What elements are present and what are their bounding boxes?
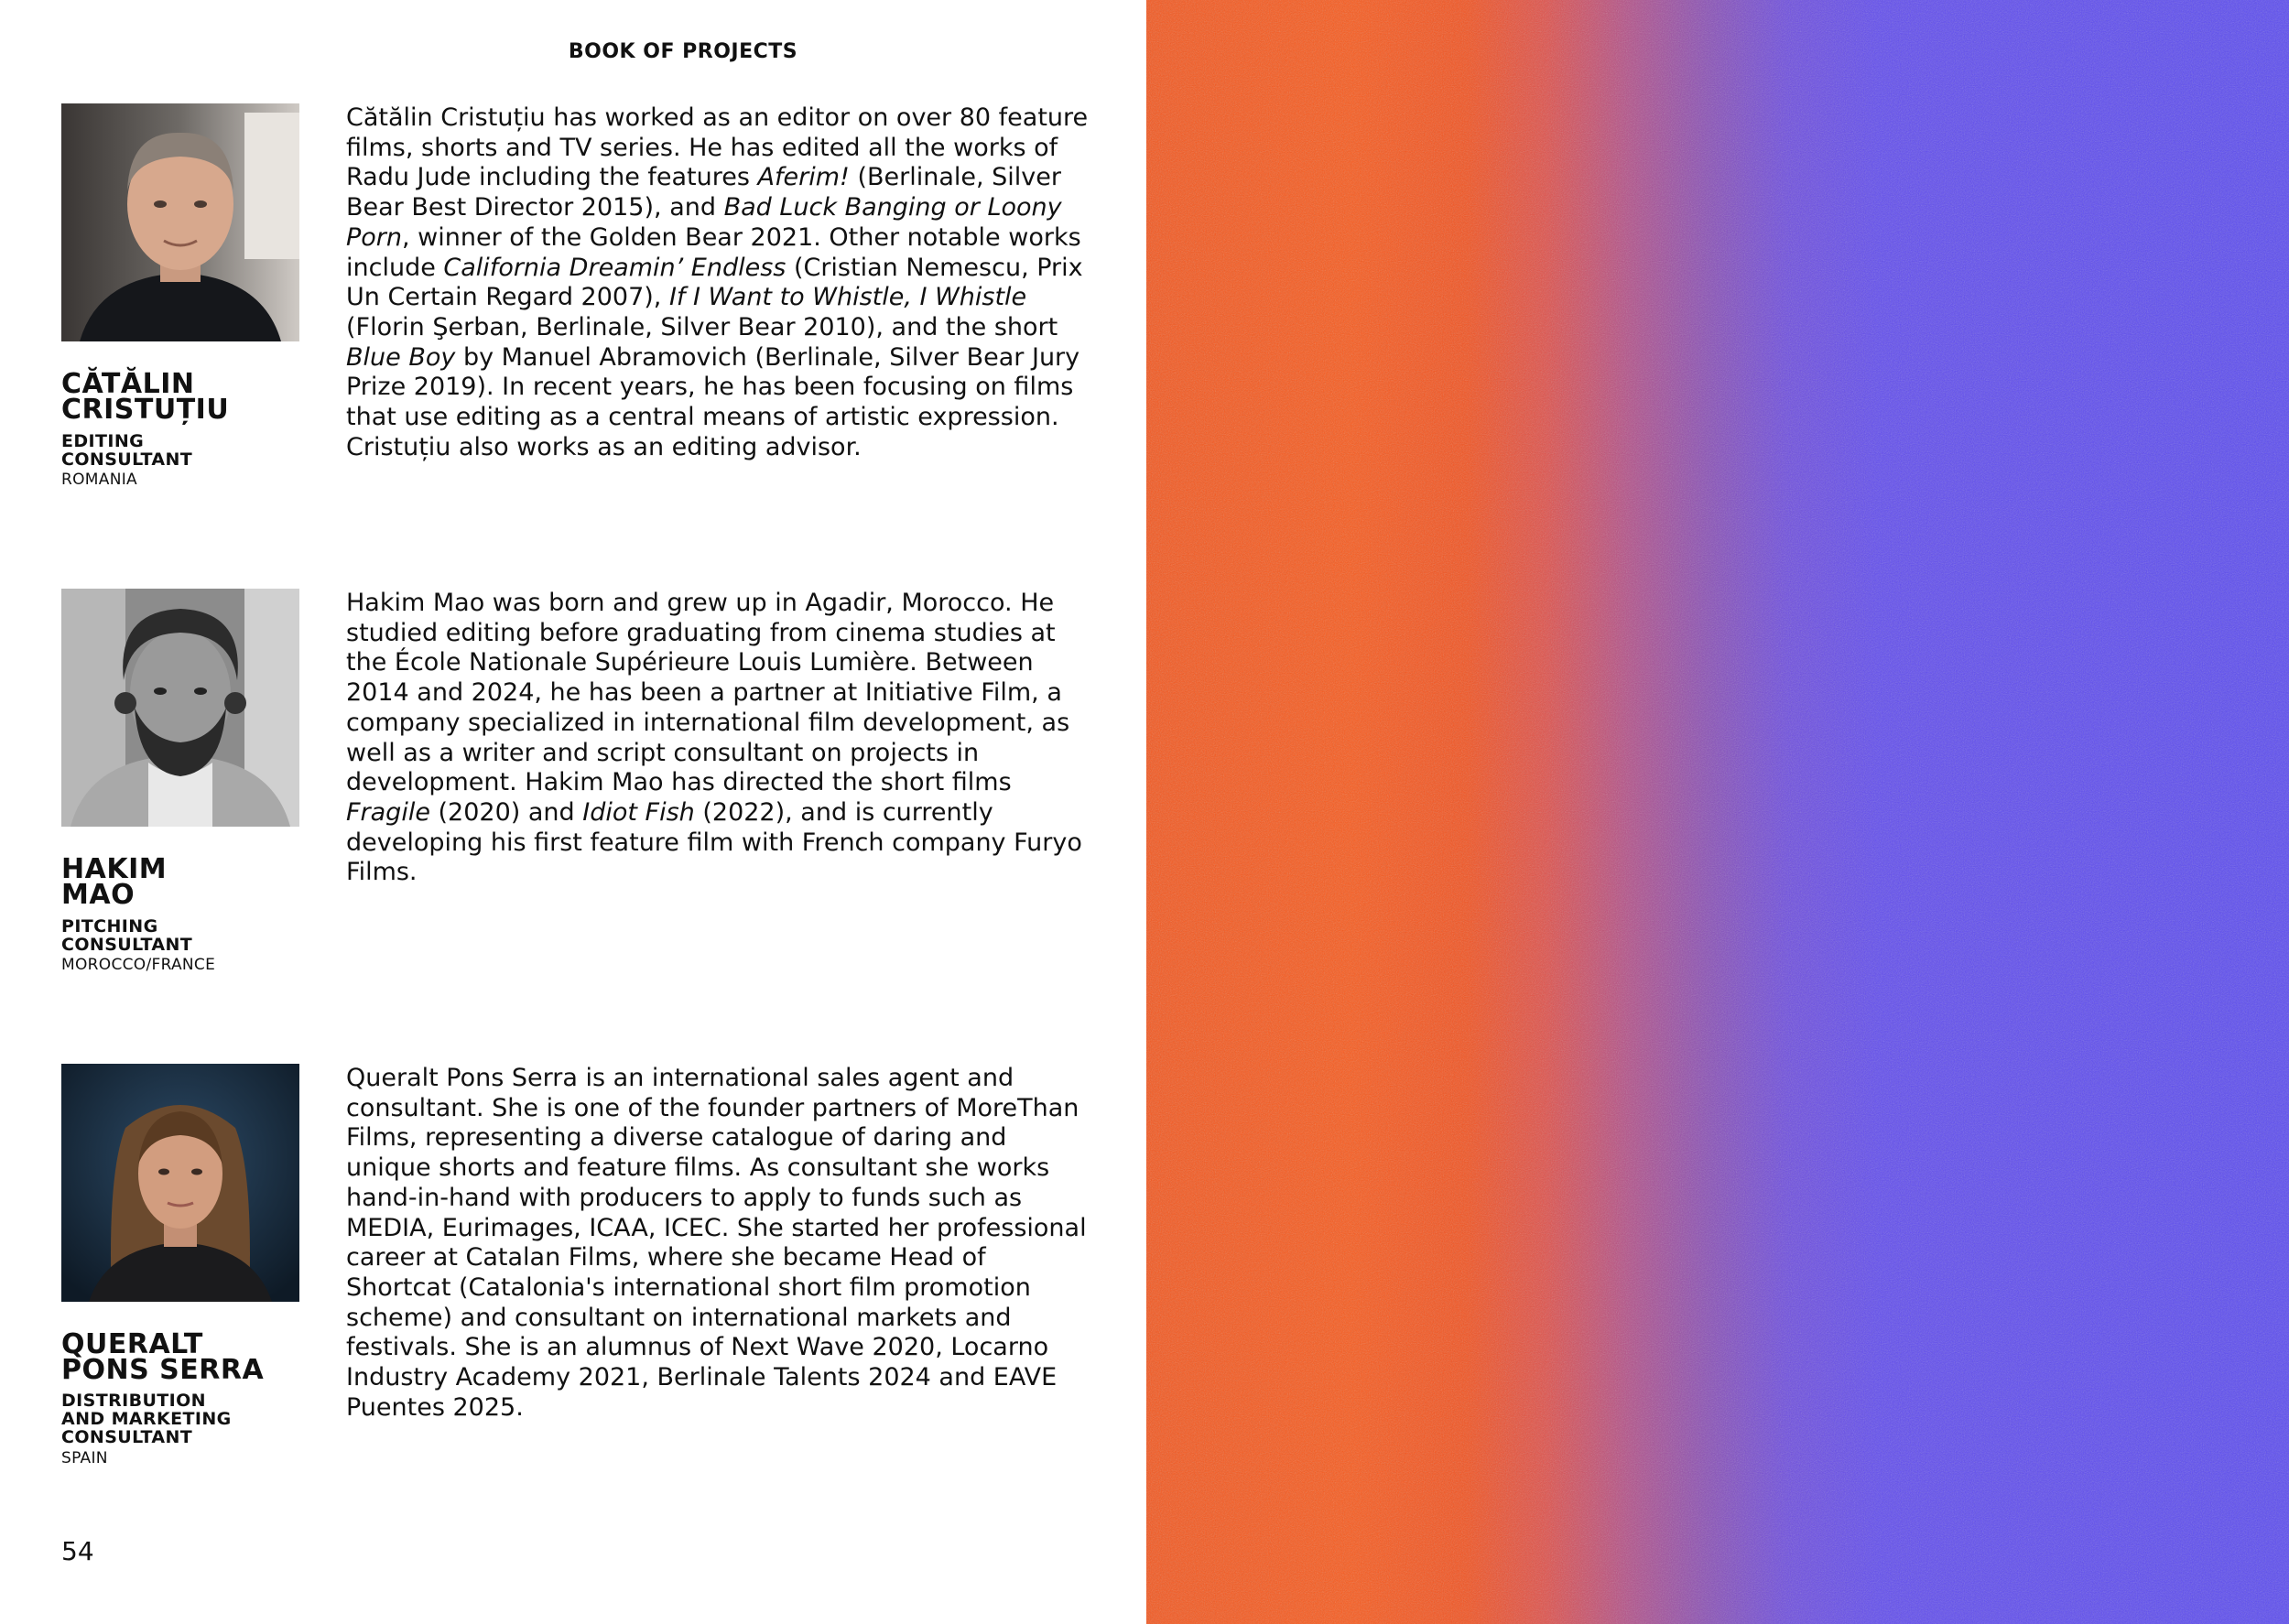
- profile-catalin-cristutiu: [61, 103, 1087, 497]
- person-role: DISTRIBUTION AND MARKETING CONSULTANT: [61, 1391, 232, 1447]
- bio-paragraph: Cătălin Cristuțiu has worked as an editor on over 80 feature films, shorts and TV series. He has edited all the works of Radu Jude including the features Aferim! (Berlinale, Silver Bear Best Director 2015), and Bad Luck Banging or Loony Porn, winner of the Golden Bear 2021. Other notable works include California Dreamin’ Endless (Cristian Nemescu, Prix Un Certain Regard 2007), If I Want to Whistle, I Whistle (Florin Şerban, Berlinale, Silver Bear 2010), and the short Blue Boy by Manuel Abramovich (Berlinale, Silver Bear Jury Prize 2019). In recent years, he has been focusing on films that use editing as a central means of artistic expression. Cristuțiu also works as an editing advisor.: [346, 103, 1089, 461]
- work-title: Idiot Fish: [582, 797, 695, 827]
- bio-paragraph: Hakim Mao was born and grew up in Agadir, Morocco. He studied editing before graduating from cinema studies at the École Nationale Supérieure Louis Lumière. Between 2014 and 2024, he has been a partner at Initiative Film, a company specialized in international film development, as well as a writer and script consultant on projects in development. Hakim Mao has directed the short films Fragile (2020) and Idiot Fish (2022), and is currently developing his first feature film with French company Furyo Films.: [346, 589, 1082, 887]
- person-role: PITCHING CONSULTANT: [61, 916, 193, 955]
- portrait-photo-queralt: [61, 1064, 299, 1302]
- person-bio: [346, 589, 1097, 888]
- portrait-photo-hakim: [61, 589, 299, 827]
- person-name: QUERALT PONS SERRA: [61, 1328, 265, 1386]
- work-title: Bad Luck Banging or Loony Porn: [346, 193, 1062, 252]
- work-title: Fragile: [346, 797, 430, 827]
- page-number: 54: [61, 1536, 94, 1566]
- page-header: BOOK OF PROJECTS: [568, 40, 798, 63]
- person-role: EDITING CONSULTANT: [61, 431, 193, 470]
- work-title: If I Want to Whistle, I Whistle: [668, 283, 1027, 312]
- profile-hakim-mao: [61, 589, 1087, 982]
- person-country: ROMANIA: [61, 471, 137, 489]
- gradient-artwork-page: [1146, 0, 2289, 1624]
- portrait-photo-catalin: [61, 103, 299, 341]
- profile-queralt-pons-serra: [61, 1064, 1087, 1476]
- person-bio: [346, 103, 1097, 462]
- person-country: SPAIN: [61, 1449, 108, 1467]
- grain-texture: [1146, 0, 2289, 1624]
- work-title: Aferim!: [757, 163, 850, 192]
- bio-paragraph: Queralt Pons Serra is an international sales agent and consultant. She is one of the founder partners of MoreThan Films, representing a diverse catalogue of daring and unique shorts and feature films. As consultant she works hand-in-hand with producers to apply to funds such as MEDIA, Eurimages, ICAA, ICEC. She started her professional career at Catalan Films, where she became Head of Shortcat (Catalonia's international short film promotion scheme) and consultant on international markets and festivals. She is an alumnus of Next Wave 2020, Locarno Industry Academy 2021, Berlinale Talents 2024 and EAVE Puentes 2025.: [346, 1064, 1087, 1422]
- person-name: CĂTĂLIN CRISTUȚIU: [61, 368, 230, 426]
- person-country: MOROCCO/FRANCE: [61, 956, 216, 974]
- work-title: Blue Boy: [346, 342, 456, 372]
- work-title: California Dreamin’ Endless: [443, 253, 787, 282]
- person-name: HAKIM MAO: [61, 853, 168, 911]
- person-bio: [346, 1064, 1097, 1423]
